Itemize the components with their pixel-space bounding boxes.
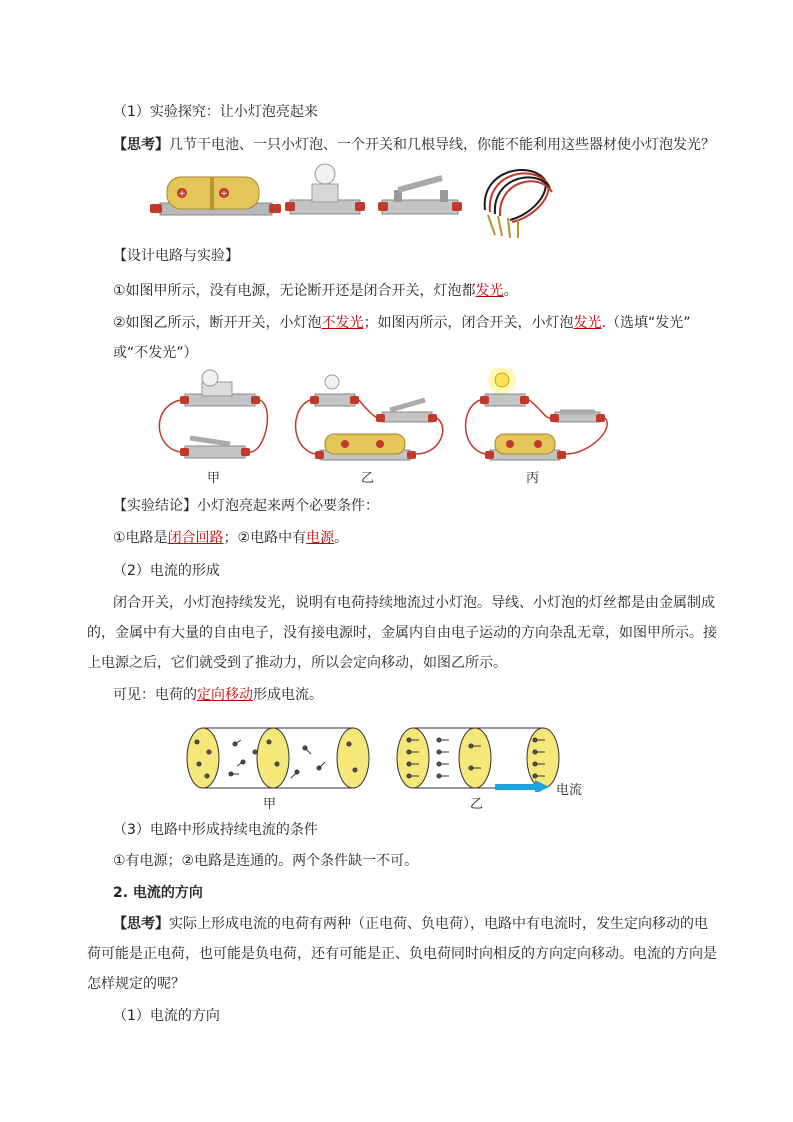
conditions xyxy=(113,528,348,548)
figure-caption-b: 乙 xyxy=(470,797,484,812)
item-2-continued: 或“不发光”） xyxy=(113,345,198,361)
think-line-3: 怎样规定的呢？ xyxy=(87,976,185,992)
cylinder-directional xyxy=(397,728,559,788)
visible-end: 形成电流。 xyxy=(253,687,323,703)
conditions-text: ①有电源；②电路是连通的。两个条件缺一不可。 xyxy=(113,853,419,869)
current-arrow-label: 电流 xyxy=(556,783,583,798)
answer-blank: 定向移动 xyxy=(197,687,253,703)
cond-end: 。 xyxy=(334,530,349,546)
think-tag: 【思考】 xyxy=(113,916,169,932)
section-heading-3: （3）电路中形成持续电流的条件 xyxy=(113,822,318,838)
item-2 xyxy=(113,313,691,333)
svg-text:+: + xyxy=(220,189,228,199)
electron-flow-figure xyxy=(185,722,605,792)
design-heading: 【设计电路与实验】 xyxy=(113,248,239,264)
answer-blank: 闭合回路 xyxy=(167,530,224,546)
item-2-text: ②如图乙所示，断开开关，小灯泡 xyxy=(113,315,322,331)
item-1 xyxy=(113,281,518,301)
circuit-b xyxy=(296,375,443,460)
cylinder-disordered xyxy=(187,728,369,788)
figure-caption-b: 乙 xyxy=(361,471,375,486)
components-figure xyxy=(150,160,560,240)
cond-mid: ；②电路中有 xyxy=(223,530,307,546)
svg-text:+: + xyxy=(178,189,186,199)
item-1-end: 。 xyxy=(503,283,518,299)
circuit-a xyxy=(159,370,267,458)
battery-pack-image xyxy=(150,177,281,215)
section-title-2: 2. 电流的方向 xyxy=(113,885,203,901)
think-text: 几节干电池、一只小灯泡、一个开关和几根导线，你能不能利用这些器材使小灯泡发光？ xyxy=(169,137,715,153)
circuit-c xyxy=(466,368,608,460)
think-paragraph-2 xyxy=(113,914,708,934)
conclusion-tag: 【实验结论】 xyxy=(113,498,197,514)
visible-text: 可见：电荷的 xyxy=(113,687,197,703)
section-heading-4: （1）电流的方向 xyxy=(113,1008,220,1024)
paragraph-line-2: 的，金属中有大量的自由电子，没有接电源时，金属内自由电子运动的方向杂乱无章，如图甲所示。接 xyxy=(87,625,717,641)
item-1-text: ①如图甲所示，没有电源，无论断开还是闭合开关，灯泡都 xyxy=(113,283,476,299)
answer-blank: 电源 xyxy=(306,530,335,546)
think-paragraph-1 xyxy=(113,135,715,155)
cond-text: ①电路是 xyxy=(113,530,168,546)
answer-blank: 发光 xyxy=(475,283,504,299)
item-2-mid: ；如图丙所示，闭合开关，小灯泡 xyxy=(363,315,574,331)
conclusion xyxy=(113,496,379,516)
paragraph-line-1: 闭合开关，小灯泡持续发光，说明有电荷持续地流过小灯泡。导线、小灯泡的灯丝都是由金属制成 xyxy=(113,595,715,611)
conclusion-text: 小灯泡亮起来两个必要条件： xyxy=(197,498,379,514)
paragraph-line-3: 上电源之后，它们就受到了推动力，所以会定向移动，如图乙所示。 xyxy=(87,655,507,671)
think-tag: 【思考】 xyxy=(113,137,169,153)
visible-statement xyxy=(113,685,323,705)
section-heading-1: （1）实验探究：让小灯泡亮起来 xyxy=(113,104,318,120)
think-line-2: 荷可能是正电荷，也可能是负电荷，还有可能是正、负电荷同时向相反的方向定向移动。电流的方向是 xyxy=(87,946,717,962)
figure-caption-c: 丙 xyxy=(526,471,540,486)
circuits-figure xyxy=(150,368,610,468)
figure-caption-a: 甲 xyxy=(207,471,221,486)
answer-blank: 发光 xyxy=(573,315,602,331)
answer-blank: 不发光 xyxy=(321,315,364,331)
think-text: 实际上形成电流的电荷有两种（正电荷、负电荷），电路中有电流时，发生定向移动的电 xyxy=(169,916,708,932)
switch-image xyxy=(378,178,462,214)
wires-image xyxy=(485,170,552,238)
bulb-image xyxy=(285,164,365,214)
item-2-end: .（选填“发光” xyxy=(601,315,691,331)
figure-caption-a: 甲 xyxy=(263,797,277,812)
section-heading-2: （2）电流的形成 xyxy=(113,563,220,579)
